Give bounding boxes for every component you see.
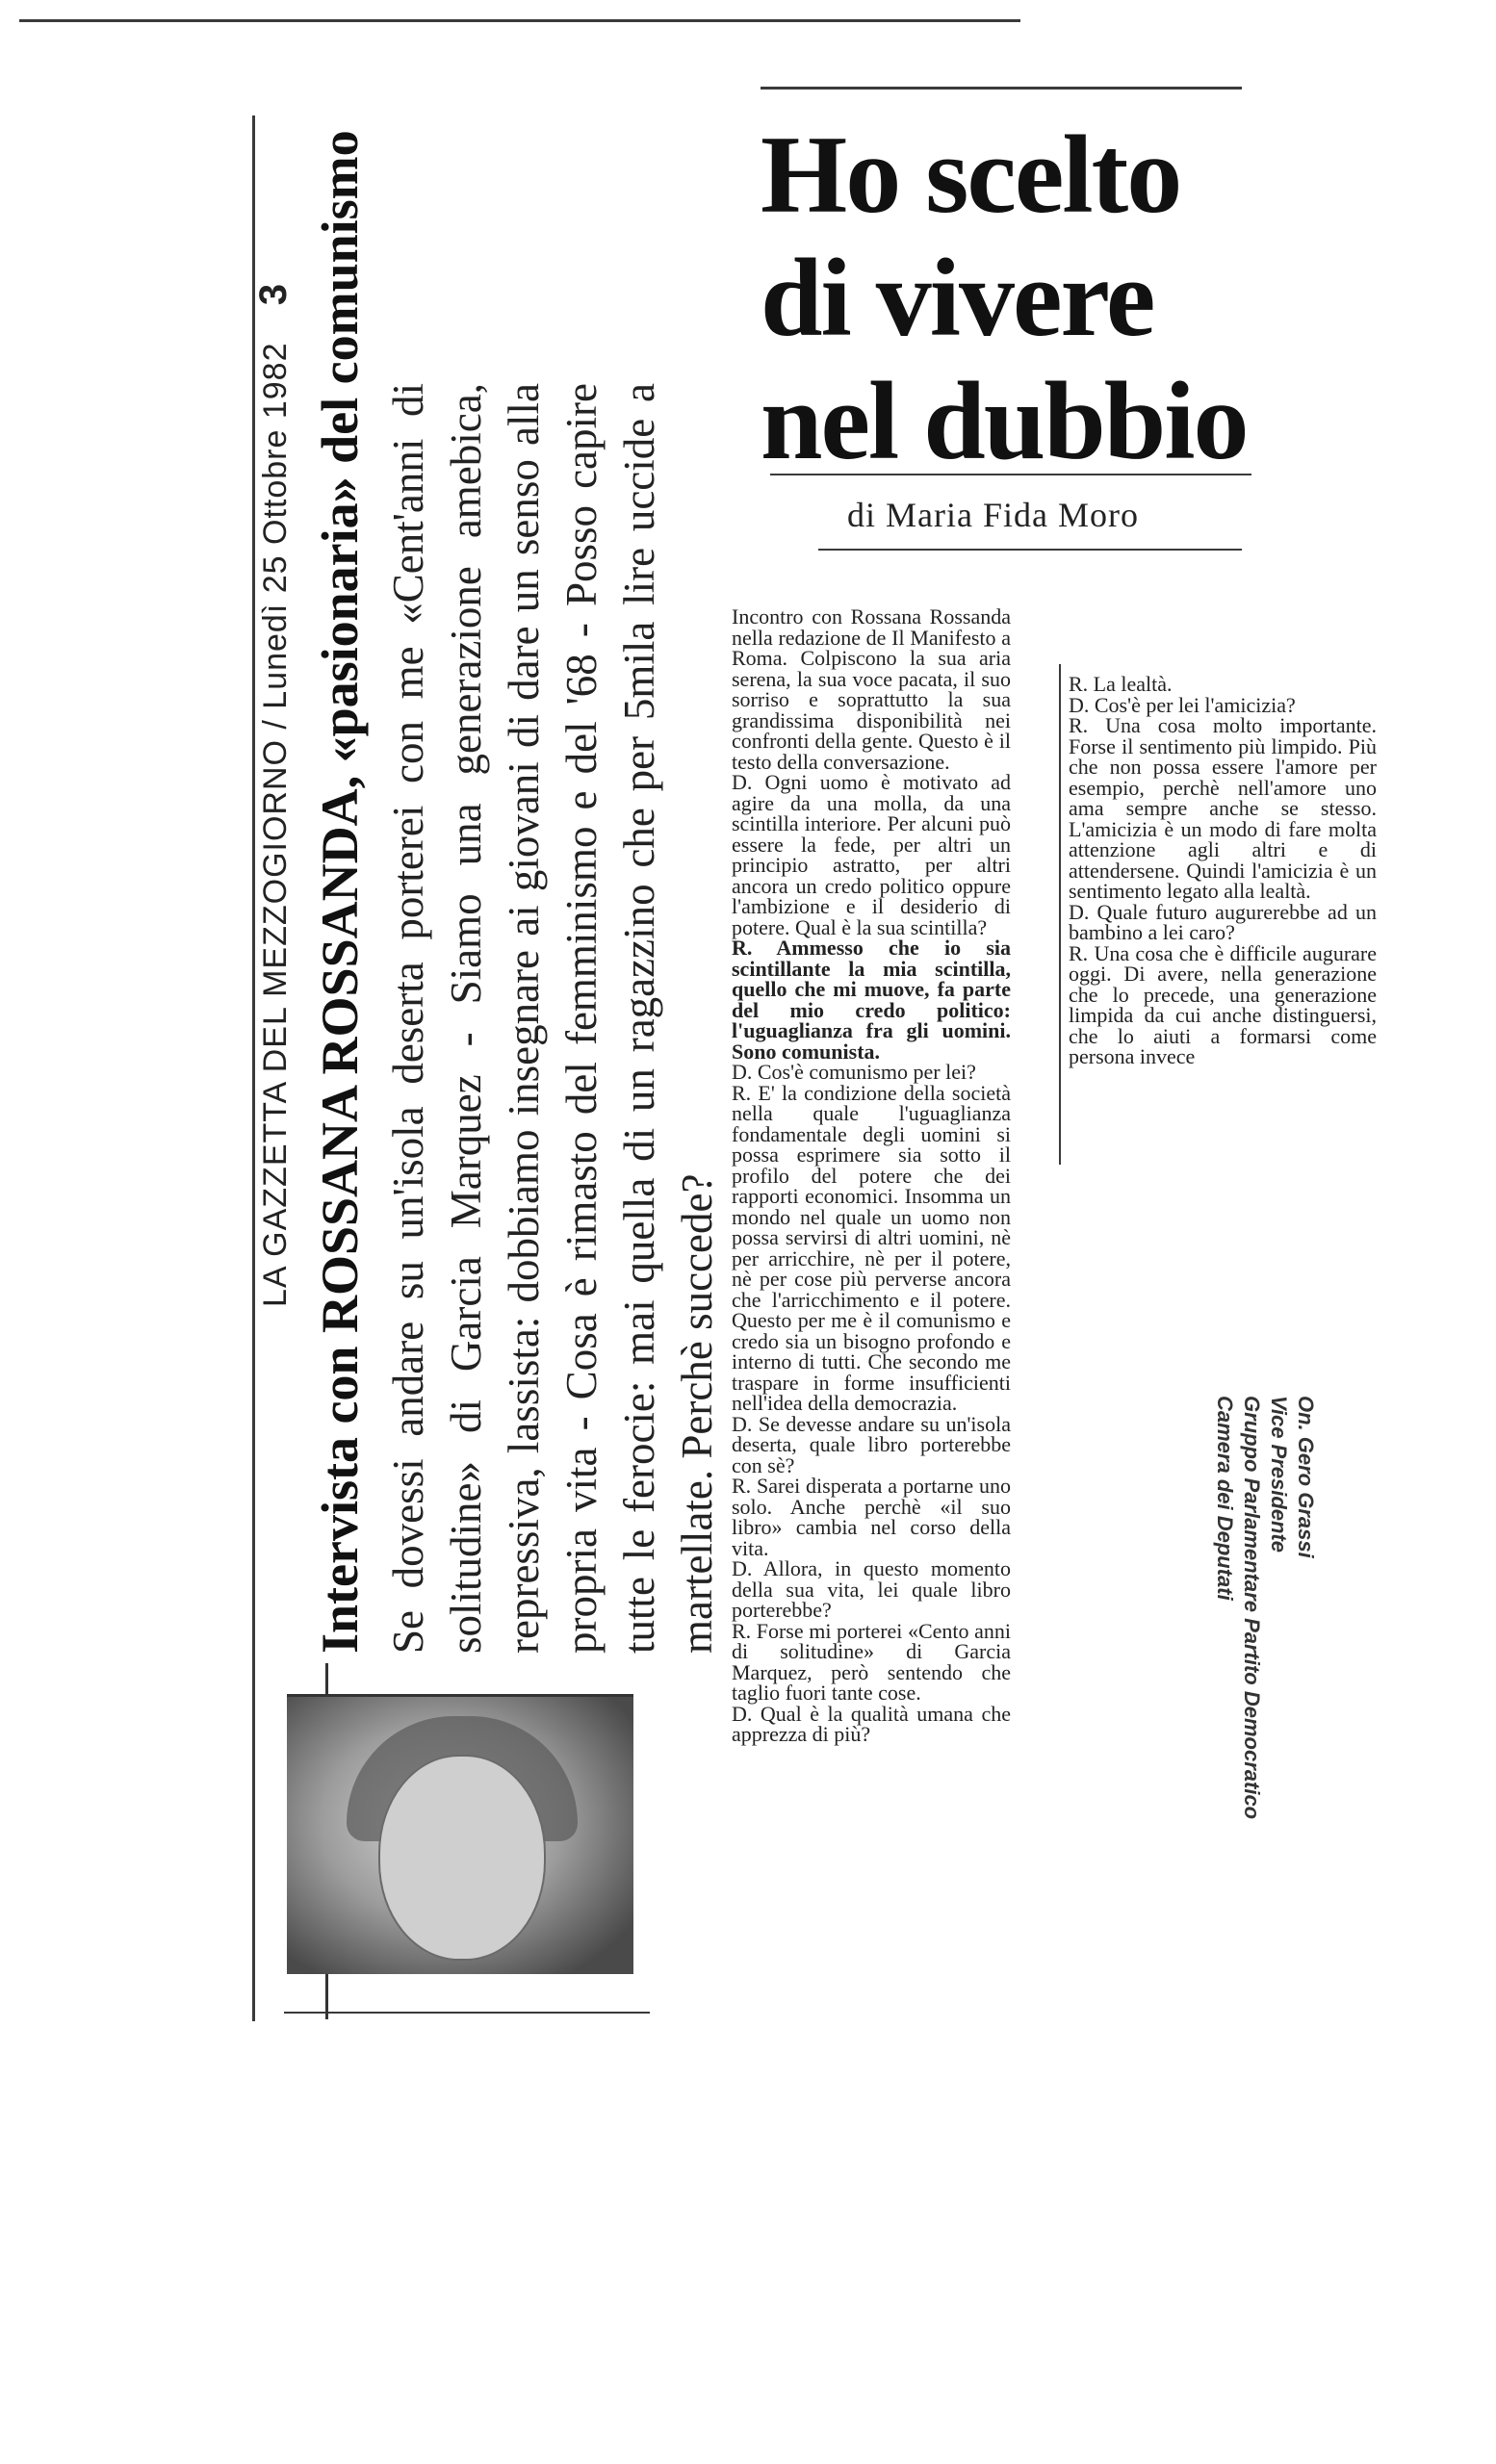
paragraph: Incontro con Rossana Rossanda nella redazione de Il Manifesto a Roma. Colpiscono la sua aria serena, la sua voce pacata, il suo sorriso e soprattutto la sua grandissima disponibilità nei confronti della gente. Questo è il testo della conversazione.	[732, 604, 1011, 774]
headline: Intervista con ROSSANA ROSSANDA, «pasionaria» del comunismo	[311, 130, 369, 1654]
article-column-1	[732, 606, 1011, 1745]
signature-block	[1184, 1396, 1319, 1973]
article-title	[761, 114, 1300, 483]
paragraph: D. Cos'è comunismo per lei?	[732, 1060, 976, 1084]
masthead	[252, 123, 300, 1307]
lead-paragraph: Se dovessi andare su un'isola deserta porterei con me «Cent'anni di solitudine» di Garcia Marquez - Siamo una generazione amebica, repressiva, lassista: dobbiamo insegnare ai giovani di dare un senso alla propria vita - Cosa è rimasto del femminismo e del '68 - Posso capire tutte le ferocie: mai quella di un ragazzino che per 5mila lire uccide a martellate. Perchè succede?	[384, 383, 721, 1654]
signature-text	[1184, 1396, 1319, 1973]
title-line: Ho scelto	[761, 114, 1181, 237]
paragraph: D. Allora, in questo momento della sua vita, lei quale libro porterebbe?	[732, 1556, 1011, 1622]
top-rule	[19, 19, 1020, 22]
portrait-face	[378, 1755, 546, 1961]
paragraph: D. Se devesse andare su un'isola deserta, quale libro porterebbe con sè?	[732, 1411, 1011, 1477]
signature-role: Vice Presidente	[1267, 1396, 1291, 1553]
article-column-2	[1069, 674, 1377, 1067]
paragraph: D. Qual è la qualità umana che apprezza di più?	[732, 1701, 1011, 1746]
paragraph: D. Cos'è per lei l'amicizia?	[1069, 692, 1296, 717]
signature-chamber: Camera dei Deputati	[1213, 1396, 1237, 1601]
signature-group: Gruppo Parlamentare Partito Democratico	[1240, 1396, 1264, 1820]
paragraph: R. Una cosa che è difficile augurare oggi. Di avere, nella generazione che lo precede, una generazione limpida da cui anche distinguersi, che lo aiuti a formarsi come persona invece	[1069, 940, 1377, 1068]
title-top-rule	[761, 87, 1242, 90]
paragraph: D. Quale futuro augurerebbe ad un bambino a lei caro?	[1069, 899, 1377, 944]
title-line: di vivere	[761, 237, 1154, 360]
signature-name: On. Gero Grassi	[1294, 1396, 1318, 1558]
byline: di Maria Fida Moro	[847, 496, 1139, 534]
portrait-photo	[287, 1694, 633, 1974]
col2-vertical-rule	[1059, 664, 1061, 1165]
paragraph: R. Una cosa molto importante. Forse il sentimento più limpido. Più che non possa essere l'amore per esempio, perchè nell'amore uno ama sempre anche se stesso. L'amicizia è un modo di fare molta attenzione agli altri e di attendersene. Quindi l'amicizia è un sentimento legato alla lealtà.	[1069, 713, 1377, 903]
paragraph: D. Ogni uomo è motivato ad agire da una molla, da una scintilla interiore. Per alcuni può essere la fede, per altri un principio astratto, per altri ancora un credo politico oppure l'ambizione e il desiderio di potere. Qual è la sua scintilla?	[732, 770, 1011, 939]
paragraph: R. E' la condizione della società nella quale l'uguaglianza fondamentale degli uomini si possa esprimere sia sotto il profilo del potere che dei rapporti economici. Insomma un mondo nel quale un uomo non possa servirsi di altri uomini, nè per arricchire, nè per il potere, nè per cose più perverse ancora che l'arricchimento e il potere. Questo per me è il comunismo e credo sia un bisogno profondo e interno di tutti. Che secondo me traspare in forme insufficienti nell'idea della democrazia.	[732, 1080, 1011, 1415]
paragraph: R. Ammesso che io sia scintillante la mia scintilla, quello che mi muove, fa parte del mio credo politico: l'uguaglianza fra gli uomini. Sono comunista.	[732, 936, 1011, 1064]
page-number: 3	[252, 282, 295, 306]
paragraph: R. Sarei disperata a portarne uno solo. Anche perchè «il suo libro» cambia nel corso della vita.	[732, 1474, 1011, 1560]
title-line: nel dubbio	[761, 360, 1248, 483]
paragraph: R. La lealtà.	[1069, 672, 1173, 696]
newspaper-dateline: LA GAZZETTA DEL MEZZOGIORNO / Lunedì 25 Ottobre 1982	[257, 342, 294, 1307]
paragraph: R. Forse mi porterei «Cento anni di solitudine» di Garcia Marquez, però sentendo che taglio fuori tante cose.	[732, 1618, 1011, 1705]
byline-bottom-rule	[818, 549, 1242, 551]
